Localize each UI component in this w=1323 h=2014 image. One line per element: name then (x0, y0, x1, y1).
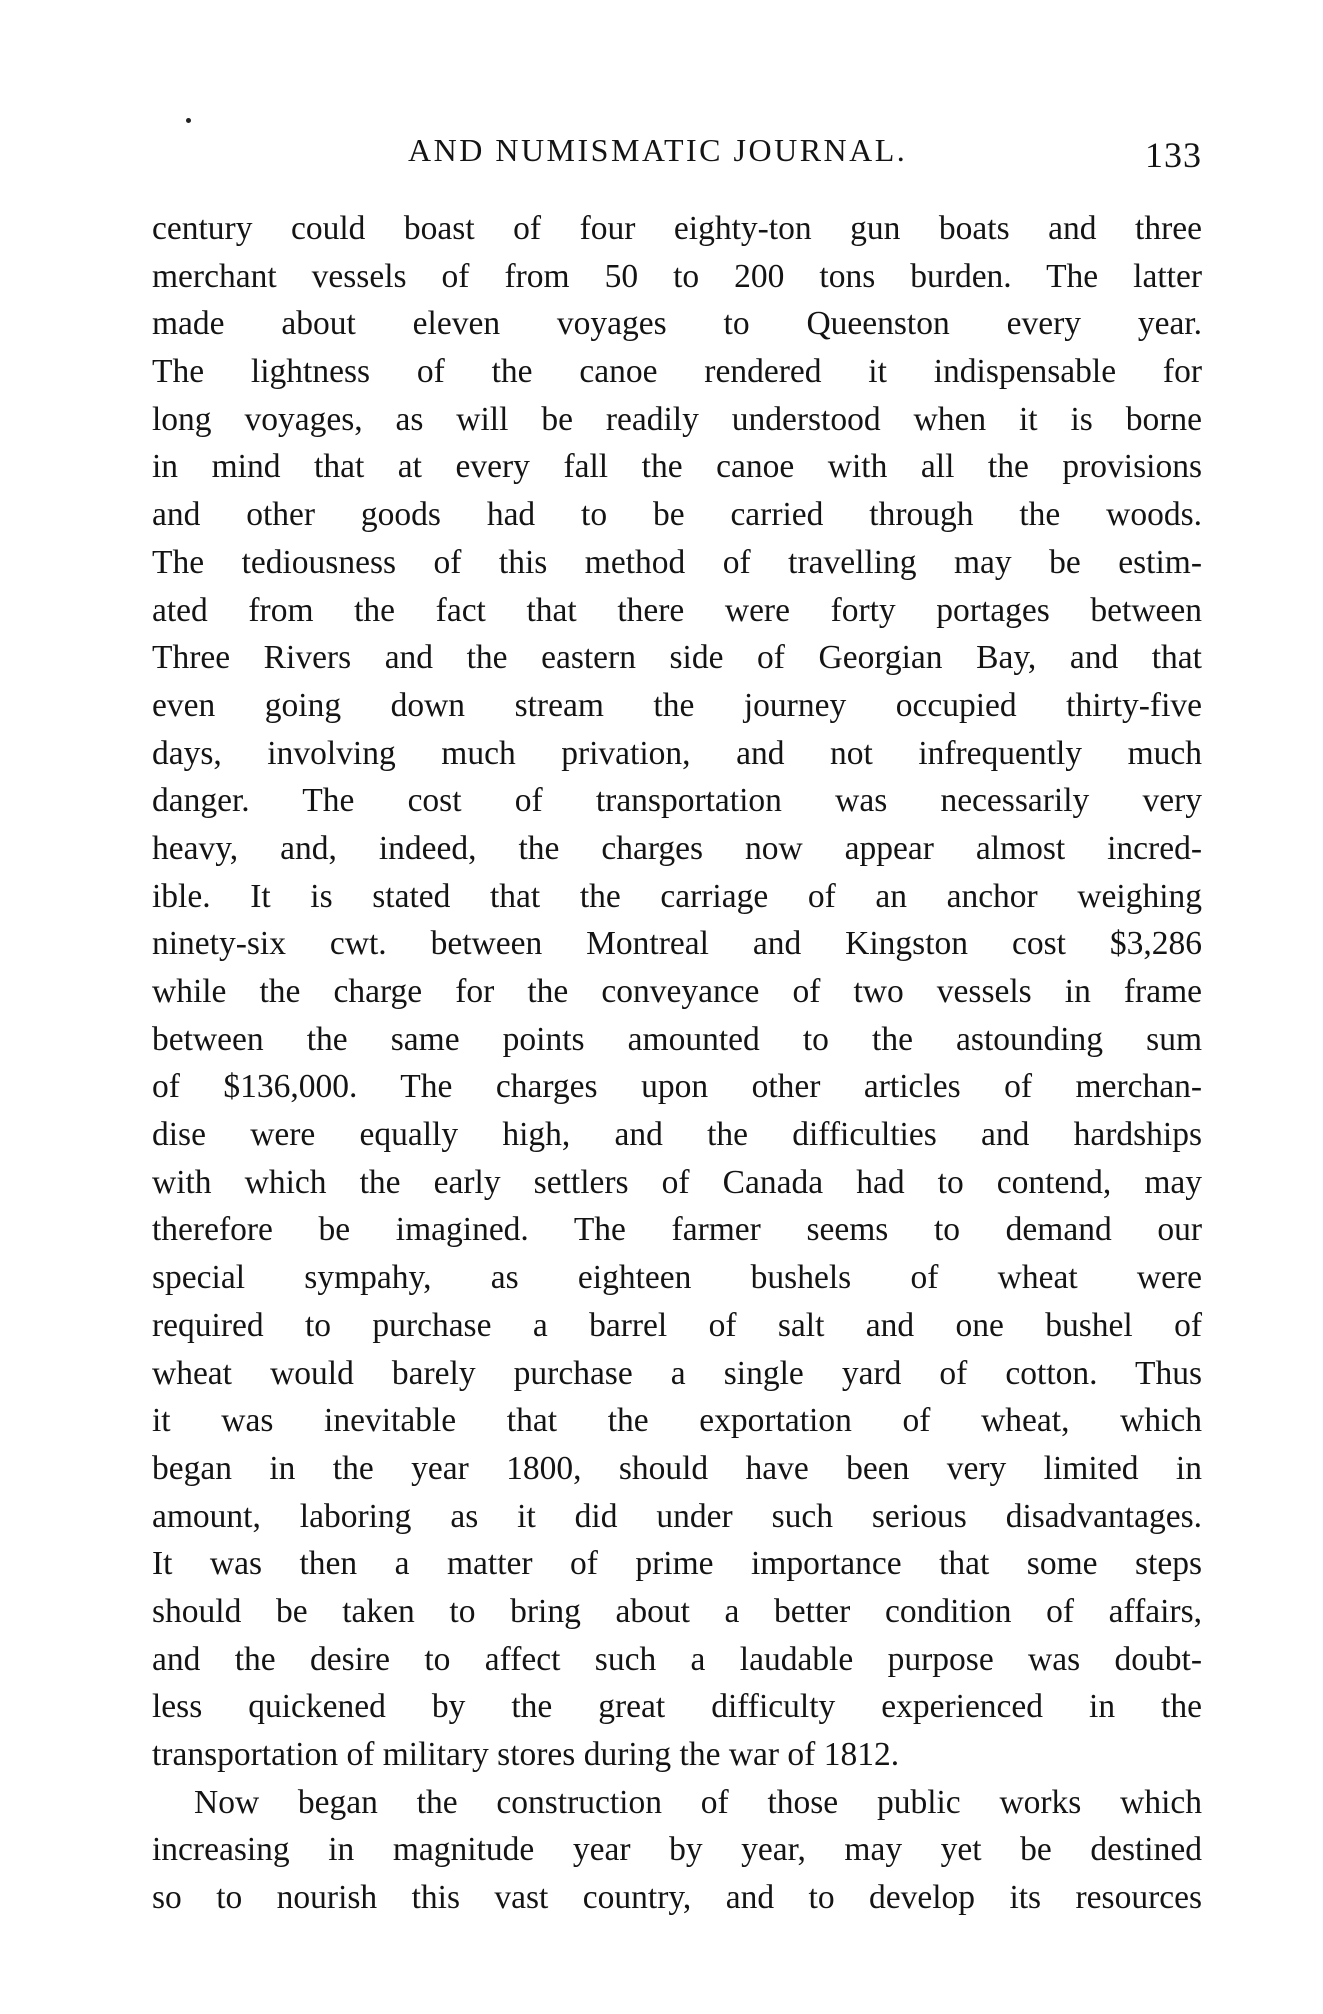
paragraph-first-line: Now began the construction of those public works which (194, 1783, 1202, 1821)
text-line: ible. It is stated that the carriage of an anchor weighing (152, 877, 1202, 915)
text-line: The tediousness of this method of travelling may be estim- (152, 543, 1202, 581)
text-line: and the desire to affect such a laudable purpose was doubt- (152, 1640, 1202, 1678)
text-line: It was then a matter of prime importance that some steps (152, 1545, 1202, 1583)
running-head (152, 132, 1202, 182)
text-line: ninety-six cwt. between Montreal and Kingston cost $3,286 (152, 925, 1202, 963)
text-line: merchant vessels of from 50 to 200 tons burden. The latter (152, 257, 1202, 295)
text-line: less quickened by the great difficulty experienced in the (152, 1688, 1202, 1726)
text-line: while the charge for the conveyance of two vessels in frame (152, 973, 1202, 1010)
text-line: long voyages, as will be readily understood when it is borne (152, 400, 1202, 438)
text-line: and other goods had to be carried through the woods. (152, 496, 1202, 534)
text-line: even going down stream the journey occupied thirty-five (152, 686, 1202, 724)
text-line: amount, laboring as it did under such serious disadvantages. (152, 1497, 1202, 1535)
text-line: danger. The cost of transportation was necessarily very (152, 782, 1202, 820)
text-line: wheat would barely purchase a single yard of cotton. Thus (152, 1354, 1202, 1392)
text-line: with which the early settlers of Canada had to contend, may (152, 1163, 1202, 1201)
text-line: heavy, and, indeed, the charges now appear almost incred- (152, 829, 1202, 867)
text-line: required to purchase a barrel of salt and one bushel of (152, 1306, 1202, 1344)
text-line: transportation of military stores during the war of 1812. (152, 1736, 900, 1773)
text-line: made about eleven voyages to Queenston every year. (152, 305, 1202, 343)
text-line: days, involving much privation, and not infrequently much (152, 734, 1202, 772)
text-line: ated from the fact that there were forty portages between (152, 591, 1202, 629)
text-line: century could boast of four eighty-ton gun boats and three (152, 210, 1202, 247)
page-number: 133 (1145, 135, 1202, 175)
body-text (152, 205, 1202, 1922)
text-line: dise were equally high, and the difficulties and hardships (152, 1116, 1202, 1154)
running-title: AND NUMISMATIC JOURNAL. (408, 132, 908, 168)
text-line: therefore be imagined. The farmer seems to demand our (152, 1211, 1202, 1249)
text-line: began in the year 1800, should have been very limited in (152, 1449, 1202, 1487)
text-line: increasing in magnitude year by year, may yet be destined (152, 1831, 1202, 1869)
text-line: Three Rivers and the eastern side of Georgian Bay, and that (152, 639, 1202, 677)
text-line: The lightness of the canoe rendered it indispensable for (152, 353, 1202, 391)
text-line: of $136,000. The charges upon other articles of merchan- (152, 1068, 1202, 1106)
ink-speck (186, 118, 191, 123)
text-line: between the same points amounted to the astounding sum (152, 1020, 1202, 1058)
text-line: it was inevitable that the exportation of wheat, which (152, 1402, 1202, 1440)
text-line: special sympahy, as eighteen bushels of wheat were (152, 1259, 1202, 1297)
text-line: so to nourish this vast country, and to develop its resources (152, 1879, 1202, 1917)
text-line: should be taken to bring about a better condition of affairs, (152, 1592, 1202, 1630)
text-line: in mind that at every fall the canoe with all the provisions (152, 448, 1202, 486)
